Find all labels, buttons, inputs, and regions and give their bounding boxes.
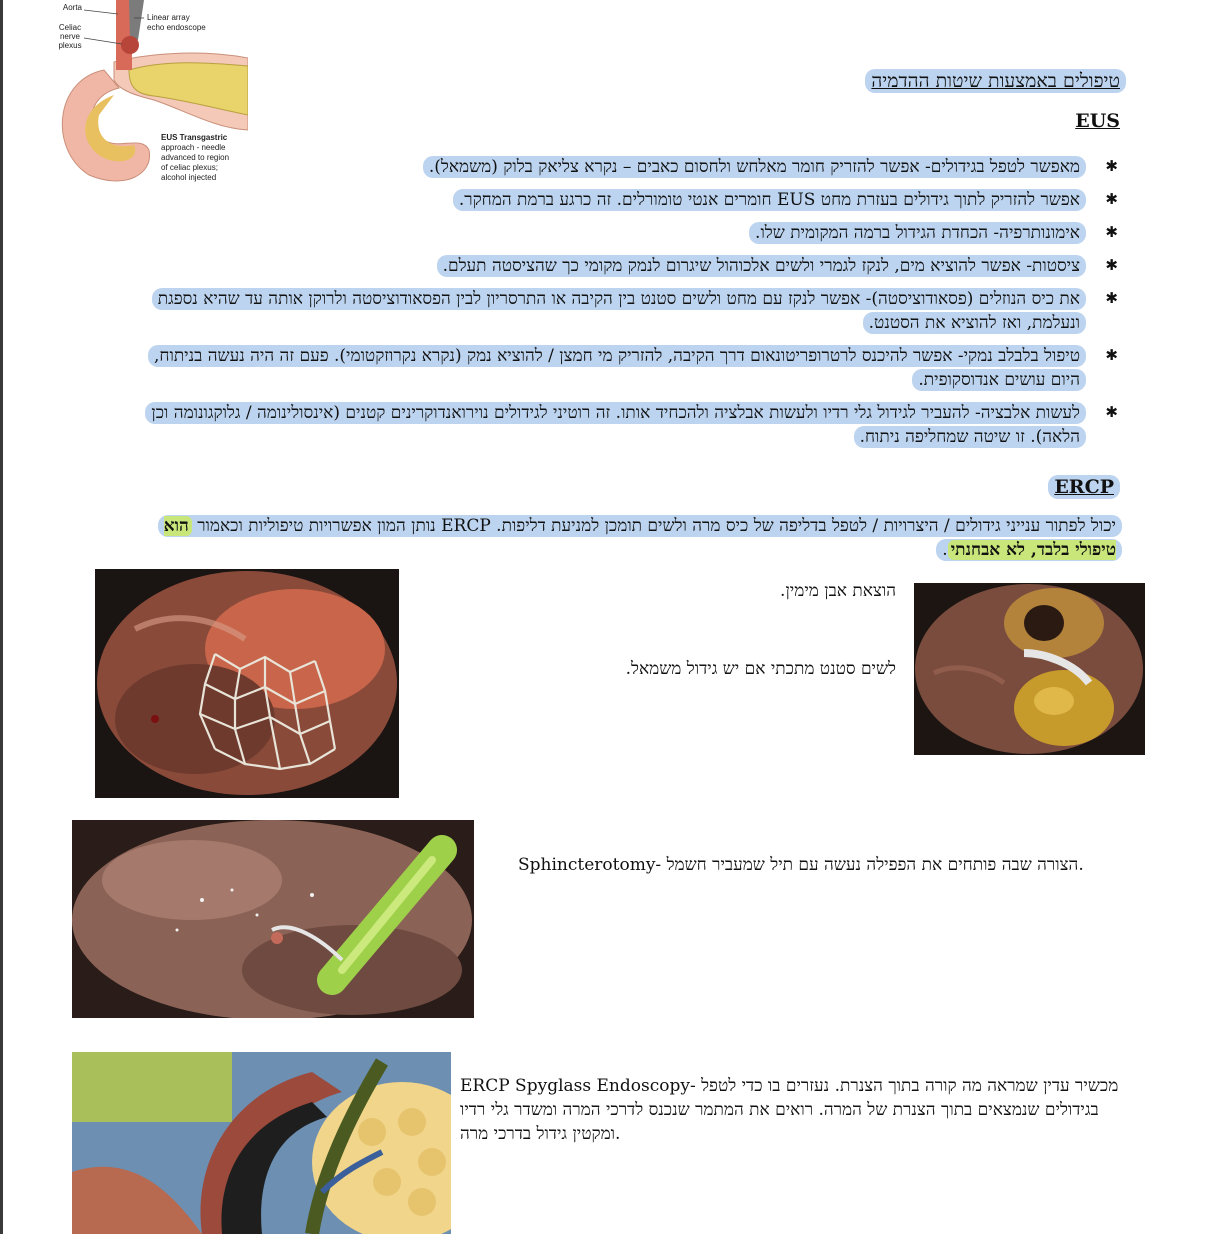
aorta-label: Aorta <box>62 3 82 12</box>
eus-caption-5: alcohol injected <box>161 173 217 182</box>
ercp-intro: יכול לפתור ענייני גידולים / היצרויות / לטפל בדליפה של כיס מרה ולשים תומכן למניעת דליפות. ERCP נותן המון אפשרויות טיפוליות וכאמור הוא טיפולי בלבד, לא אבחנתי. <box>132 514 1122 562</box>
eus-caption-2: approach - needle <box>161 143 226 152</box>
sphincterotomy-text: Sphincterotomy- הצורה שבה פותחים את הפפילה נעשה עם תיל שמעביר חשמל. <box>518 855 1084 875</box>
asterisk-bullet-icon: ✱ <box>1105 346 1118 364</box>
eus-caption-4: of celiac plexus; <box>161 163 218 172</box>
asterisk-bullet-icon: ✱ <box>1105 157 1118 175</box>
metal-stent-image <box>95 569 399 798</box>
eus-title: EUS <box>1075 110 1120 132</box>
list-item: ✱ ציסטות- אפשר להוציא מים, לנקז לגמרי ולשים אלכוהול שיגרום לנמק מקומי כך שהציסטה תעלם. <box>126 254 1126 278</box>
asterisk-bullet-icon: ✱ <box>1105 403 1118 421</box>
list-item: ✱ את כיס הנוזלים (פסאודוציסטה)- אפשר לנקז עם מחט ולשים סטנט בין הקיבה או התרסריון לבין הפסאודוציסטה ולרוקן אותה עד שהיא נספגת ונעלמת, ואז להוציא את הסטנט. <box>126 287 1126 335</box>
eus-caption-3: advanced to region <box>161 153 230 162</box>
spyglass-image <box>72 1052 451 1234</box>
ercp-title: ERCP <box>1048 476 1120 498</box>
spyglass-text: ERCP Spyglass Endoscopy- מכשיר עדין שמראה מה קורה בתוך הצנרת. נעזרים בו כדי לטפל בגידולים שנמצאים בתוך הצנרת של המרה. רואים את המתמר שנכנס לדרכי המרה ומשדר גלי רדיו ומקטין גידול בדרכי מרה. <box>460 1076 1119 1144</box>
stone-caption: הוצאת אבן מימין. <box>780 581 896 601</box>
eus-caption-1: EUS Transgastric <box>161 133 228 142</box>
eus-bullet-list <box>126 155 1126 458</box>
asterisk-bullet-icon: ✱ <box>1105 256 1118 274</box>
stent-caption: לשים סטנט מתכתי אם יש גידול משמאל. <box>625 659 896 679</box>
list-item: ✱ אפשר להזריק לתוך גידולים בעזרת מחט EUS חומרים אנטי טומורלים. זה כרגע ברמת המחקר. <box>126 188 1126 212</box>
page-edge <box>0 0 3 1234</box>
celiac-label-1: Celiac <box>58 23 82 32</box>
stone-extraction-image <box>914 583 1145 755</box>
celiac-label-3: plexus <box>58 41 82 50</box>
asterisk-bullet-icon: ✱ <box>1105 223 1118 241</box>
celiac-label-2: nerve <box>59 32 81 41</box>
list-item: ✱ מאפשר לטפל בגידולים- אפשר להזריק חומר מאלחש ולחסום כאבים – נקרא צליאק בלוק (משמאל). <box>126 155 1126 179</box>
linear-array-label: Linear array <box>147 13 190 22</box>
list-item: ✱ טיפול בלבלב נמקי- אפשר להיכנס לרטרופריטונאום דרך הקיבה, להזריק מי חמצן / להוציא נמק (נקרא נקרוזקטומי). פעם זה היה נעשה בניתוח, היום עושים אנדוסקופית. <box>126 344 1126 392</box>
emphasis-highlight: הוא טיפולי בלבד, לא אבחנתי <box>163 516 1116 560</box>
list-item: ✱ לעשות אלבציה- להעביר לגידול גלי רדיו ולעשות אבלציה ולהכחיד אותו. זה רוטיני לגידולים נוירואנדוקרינים קטנים (אינסולינומה / גלוקגונומה וכן הלאה). זו שיטה שמחליפה ניתוח. <box>126 401 1126 449</box>
list-item: ✱ אימונותרפיה- הכחדת הגידול ברמה המקומית שלו. <box>126 221 1126 245</box>
sphincterotomy-image <box>72 820 474 1018</box>
page-heading: טיפולים באמצעות שיטות ההדמיה <box>865 70 1126 93</box>
asterisk-bullet-icon: ✱ <box>1105 190 1118 208</box>
asterisk-bullet-icon: ✱ <box>1105 289 1118 307</box>
echo-endoscope-label: echo endoscope <box>147 23 206 32</box>
